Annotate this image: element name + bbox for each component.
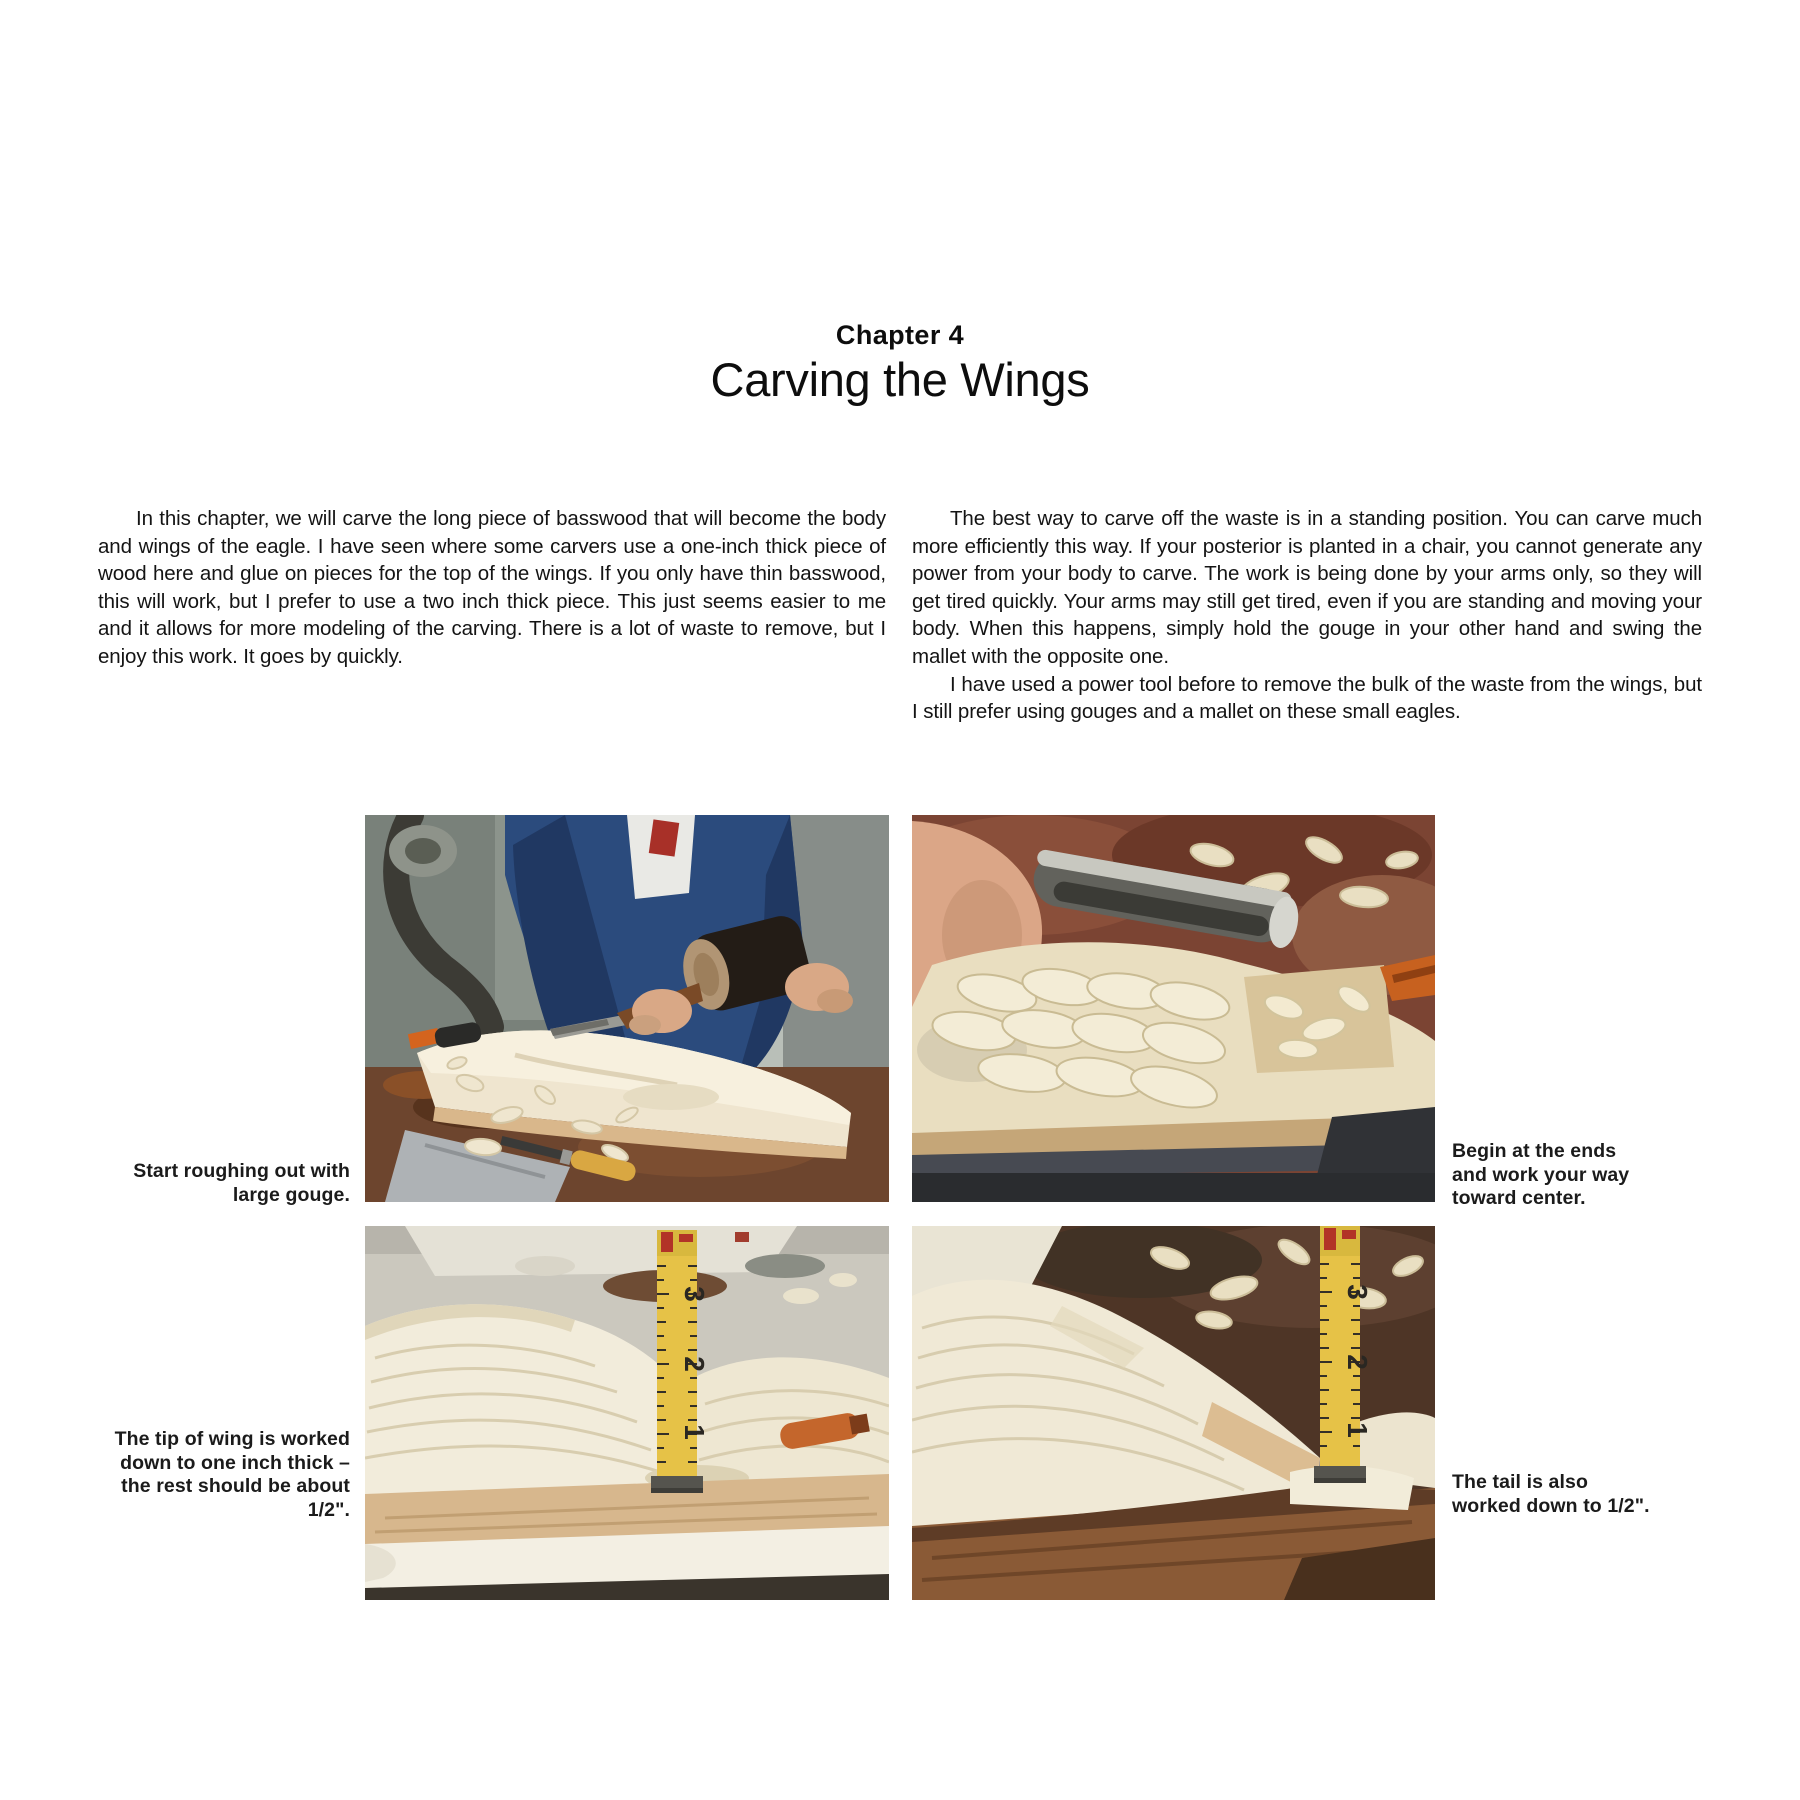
- caption-tail-thickness: The tail is also worked down to 1/2".: [1452, 1471, 1650, 1517]
- gouge-closeup-scene: [912, 815, 1435, 1202]
- paragraph: In this chapter, we will carve the long piece of basswood that will become the body and wings of the eagle. I have seen where some carvers use a one-inch thick piece of wood here and glue on pieces for the top of the wings. If you only have thin basswood, this will work, but I prefer to use a two inch thick piece. This just seems easier to me and it allows for more modeling of the carving. There is a lot of waste to remove, but I enjoy this work. It goes by quickly.: [98, 507, 886, 668]
- ruler-number-1: 1: [679, 1424, 710, 1440]
- workshop-carving-scene: [365, 815, 889, 1202]
- photo-tail-ruler: [912, 1226, 1435, 1600]
- wing-tip-measure-scene: [365, 1226, 889, 1600]
- tail-measure-scene: [912, 1226, 1435, 1600]
- ruler-number-2: 2: [679, 1356, 710, 1372]
- photo-carving-feathers-closeup: [912, 815, 1435, 1202]
- caption-wing-tip-thickness: The tip of wing is worked down to one inch thick – the rest should be about 1/2".: [114, 1428, 350, 1521]
- ruler-number-2: 2: [1342, 1354, 1373, 1370]
- ruler-number-3: 3: [679, 1286, 710, 1302]
- text-column-left: [98, 505, 886, 671]
- page-title: Carving the Wings: [710, 353, 1090, 406]
- caption-roughing-out: Start roughing out with large gouge.: [133, 1160, 350, 1206]
- ruler-number-1: 1: [1342, 1422, 1373, 1438]
- caption-begin-at-ends: Begin at the ends and work your way toward center.: [1452, 1140, 1630, 1209]
- chapter-label: Chapter 4: [835, 320, 965, 350]
- paragraph: The best way to carve off the waste is in a standing position. You can carve much more efficiently this way. If your posterior is planted in a chair, you cannot generate any power from your body to carve. The work is being done by your arms only, so they will get tired quickly. Your arms may still get tired, even if you are standing and moving your body. When this happens, simply hold the gouge in your other hand and swing the mallet with the opposite one.: [912, 507, 1702, 668]
- ruler-number-3: 3: [1342, 1284, 1373, 1300]
- text-column-right: [912, 505, 1702, 726]
- photo-wing-tip-ruler: [365, 1226, 889, 1600]
- photo-roughing-out-with-gouge: [365, 815, 889, 1202]
- paragraph: I have used a power tool before to remove the bulk of the waste from the wings, but I still prefer using gouges and a mallet on these small eagles.: [912, 672, 1702, 724]
